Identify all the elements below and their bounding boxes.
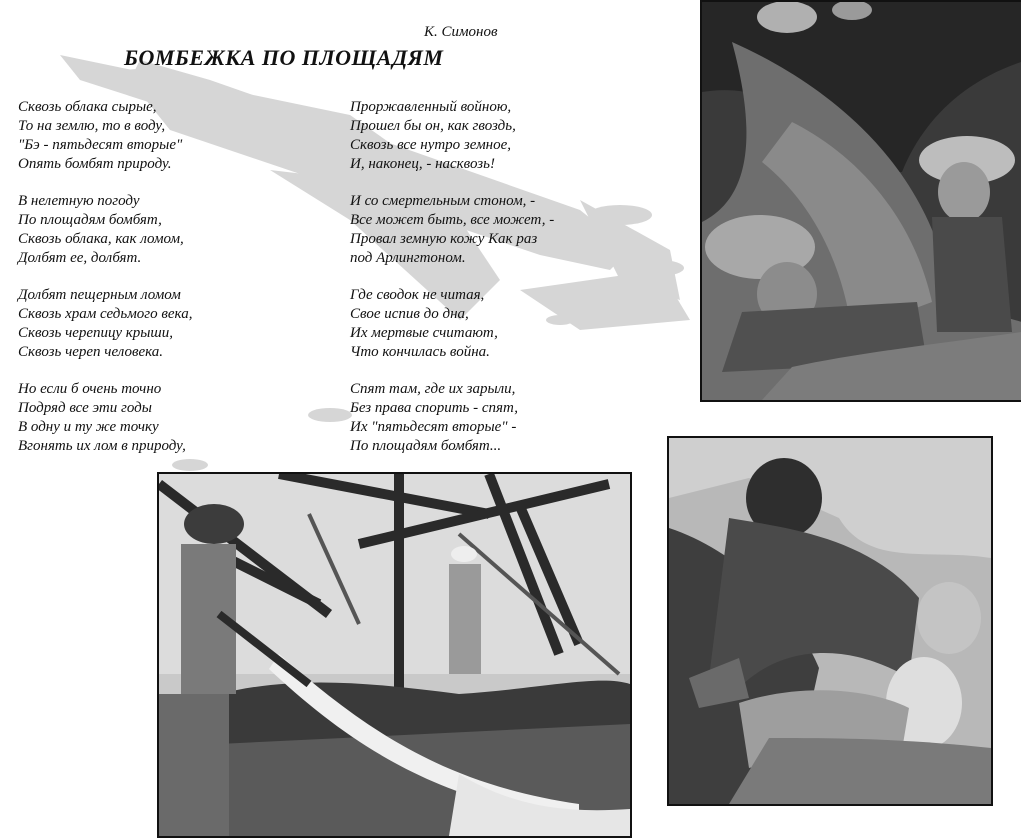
poem-left-column (18, 98, 192, 474)
stanza (18, 380, 192, 456)
poem-line: Спят там, где их зарыли, (350, 381, 516, 397)
stanza (18, 286, 192, 362)
poem-line: Сквозь храм седьмого века, (18, 306, 193, 322)
poem-line: Подряд все эти годы (18, 400, 152, 416)
stanza (350, 380, 554, 456)
poem-line: Вгонять их лом в природу, (18, 438, 186, 454)
poem-line: Провал земную кожу Как раз (350, 231, 538, 247)
poem-line: По площадям бомбят, (18, 212, 162, 228)
poem-line: По площадям бомбят... (350, 438, 502, 454)
poem-line: И со смертельным стоном, - (350, 193, 536, 209)
photo-children-in-trench (700, 0, 1021, 402)
poem-line: То на землю, то в воду, (18, 118, 166, 134)
poem-line: В одну и ту же точку (18, 419, 159, 435)
poem-line: Сквозь все нутро земное, (350, 137, 511, 153)
poem-line: Все может быть, все может, - (350, 212, 555, 228)
poem-line: Их мертвые считают, (350, 325, 498, 341)
stanza (350, 98, 554, 174)
poem-line: "Бэ - пятьдесят вторые" (18, 137, 183, 153)
poem-line: Свое испив до дна, (350, 306, 469, 322)
stanza (350, 192, 554, 268)
poem-line: Долбят ее, долбят. (18, 250, 142, 266)
poem-line: В нелетную погоду (18, 193, 140, 209)
poem-line: Сквозь облака сырые, (18, 99, 157, 115)
poem-right-column (350, 98, 554, 474)
stanza (350, 286, 554, 362)
poem-line: Где сводок не читая, (350, 287, 485, 303)
poem-line: И, наконец, - насквозь! (350, 156, 495, 172)
poem-line: Их "пятьдесят вторые" - (350, 419, 517, 435)
poem-line: Долбят пещерным ломом (18, 287, 181, 303)
poem-line: Опять бомбят природу. (18, 156, 172, 172)
stanza (18, 192, 192, 268)
poem-line: Прошел бы он, как гвоздь, (350, 118, 516, 134)
poem-author: К. Симонов (424, 24, 498, 40)
poem-line: Сквозь облака, как ломом, (18, 231, 184, 247)
poem-line: Сквозь черепицу крыши, (18, 325, 173, 341)
poem-line: Сквозь череп человека. (18, 344, 164, 360)
poem-line: под Арлингтоном. (350, 250, 466, 266)
poem-line: Но если б очень точно (18, 381, 162, 397)
poem-line: Что кончилась война. (350, 344, 490, 360)
photo-firefighters-ruins (157, 472, 632, 838)
stanza (18, 98, 192, 174)
photo-rescue-from-rubble (667, 436, 993, 806)
poem-title: БОМБЕЖКА ПО ПЛОЩАДЯМ (124, 45, 444, 70)
poem-line: Без права спорить - спят, (350, 400, 518, 416)
poem-line: Проржавленный войною, (350, 99, 512, 115)
